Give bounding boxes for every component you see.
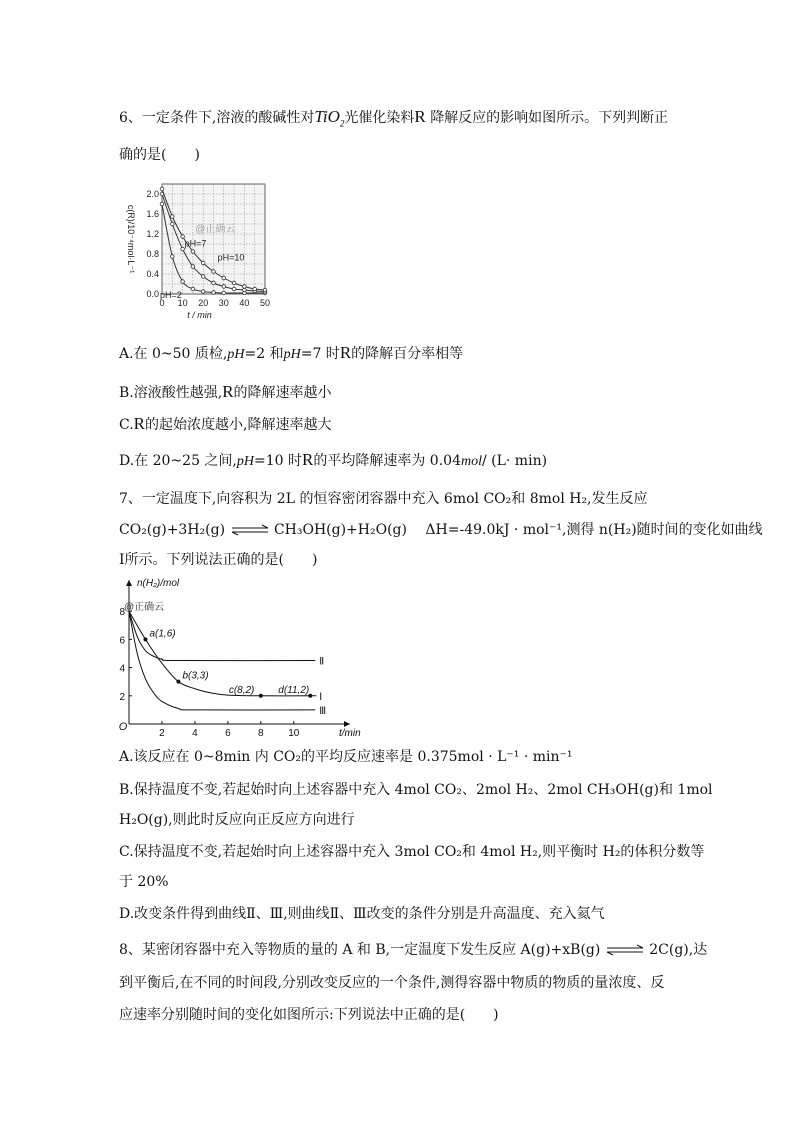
chart1-y-tick-label: 0.0 — [146, 289, 159, 299]
chart1-data-point — [212, 270, 216, 274]
q6-option-a[interactable]: A.在 0~50 质检,pH=2 和pH=7 时R的降解百分率相等 — [119, 343, 464, 362]
chart1-data-point — [222, 285, 226, 289]
chart1-data-point — [201, 261, 205, 265]
q6-stem-line1 — [119, 108, 668, 132]
q6-stem-line2: 确的是( ) — [119, 147, 200, 163]
chart2-watermark: @正确云 — [124, 602, 165, 613]
q6-option-b[interactable]: B.溶液酸性越强,R的降解速率越小 — [119, 382, 332, 401]
chart1-y-axis-label: c(R)/10⁻⁴mol·L⁻¹ — [126, 204, 136, 274]
equilibrium-arrow-icon — [230, 524, 270, 536]
chart1-data-point — [191, 250, 195, 254]
chart1-data-point — [191, 265, 195, 269]
chart2-y-tick-label: 8 — [119, 607, 125, 619]
chart1-series-label: pH=7 — [184, 238, 207, 249]
chart1-data-point — [232, 281, 236, 285]
q6-stem-part: 降解反应的影响如图所示。下列判断正 — [430, 110, 669, 126]
chart1-data-point — [181, 280, 185, 284]
chart2-point-label: b(3,3) — [182, 670, 209, 682]
chart1-y-tick-label: 1.2 — [146, 229, 159, 239]
chart2-point-label: c(8,2) — [228, 684, 255, 696]
chart1-data-point — [222, 291, 226, 295]
q6-symbol-r: R — [414, 107, 426, 126]
chart2-x-tick-label: 6 — [225, 728, 231, 736]
q8-stem-line3: 应速率分别随时间的变化如图所示:下列说法中正确的是( ) — [119, 1007, 499, 1023]
chart2-y-axis-arrow — [126, 580, 132, 586]
chart2-series-line — [129, 611, 316, 696]
chart2-x-axis-arrow — [344, 721, 350, 727]
chart1-data-point — [201, 275, 205, 279]
chart2-y-tick-label: 6 — [119, 635, 125, 647]
q7-option-c-line2[interactable]: 于 20% — [119, 874, 169, 890]
chart2-x-tick-label: 4 — [192, 728, 198, 736]
chart1-data-point — [191, 287, 195, 291]
q6-stem-part: 6、一定条件下,溶液的酸碱性对 — [119, 110, 315, 126]
chart1-series-label: pH=2 — [160, 290, 182, 300]
chart2-point-label: d(11,2) — [278, 684, 310, 696]
q7-stem-line1: 7、一定温度下,向容积为 2L 的恒容密闭容器中充入 6mol CO₂和 8mol H₂,发生反应 — [119, 491, 648, 507]
chart1-y-tick-label: 1.6 — [146, 209, 159, 219]
chart1-y-tick-label: 2.0 — [146, 189, 159, 199]
chart1-data-point — [171, 255, 175, 259]
chart2-y-axis-label: n(H₂)/mol — [137, 578, 180, 589]
q7-option-b-line2[interactable]: H₂O(g),则此时反应向正反应方向进行 — [119, 812, 355, 828]
q7-option-b-line1[interactable]: B.保持温度不变,若起始时向上述容器中充入 4mol CO₂、2mol H₂、2mol CH₃OH(g)和 1mol — [119, 782, 713, 798]
chart2-origin-label: O — [118, 721, 128, 733]
chart1-data-point — [212, 291, 216, 295]
chart1-data-point — [243, 288, 247, 292]
chart1-series-label: pH=10 — [217, 252, 245, 263]
chart2-series-label: Ⅱ — [319, 656, 325, 668]
q7-stem-line3: Ⅰ所示。下列说法正确的是( ) — [119, 552, 318, 568]
chart1-data-point — [263, 288, 267, 292]
chart1-data-point — [253, 287, 257, 291]
chart1-x-tick-label: 50 — [259, 298, 271, 308]
q6-option-c[interactable]: C.R的起始浓度越小,降解速率越大 — [119, 414, 332, 433]
chart1-data-point — [212, 281, 216, 285]
chart2-y-tick-label: 4 — [119, 663, 125, 675]
q6-chart — [120, 176, 280, 326]
chart2-y-tick-label: 2 — [119, 691, 125, 703]
chart2-series-label: Ⅲ — [319, 705, 327, 717]
chart1-data-point — [243, 285, 247, 289]
q7-option-d[interactable]: D.改变条件得到曲线Ⅱ、Ⅲ,则曲线Ⅱ、Ⅲ改变的条件分别是升高温度、充入氦气 — [119, 906, 605, 922]
q6-option-d[interactable]: D.在 20~25 之间,pH=10 时R的平均降解速率为 0.04mol/ (L· min) — [119, 450, 548, 469]
chart2-x-tick-label: 10 — [288, 728, 300, 736]
chart1-y-tick-label: 0.4 — [146, 269, 159, 279]
chart2-data-point — [176, 680, 180, 684]
q7-option-a[interactable]: A.该反应在 0~8min 内 CO₂的平均反应速率是 0.375mol · L⁻¹ · min⁻¹ — [119, 749, 573, 765]
chart2-data-point — [143, 637, 147, 641]
equilibrium-arrow-icon — [605, 944, 645, 956]
chart2-x-axis-label: t/min — [339, 728, 361, 736]
chart1-x-tick-label: 30 — [218, 298, 229, 308]
q6-tio2: TiO$_2$ — [314, 107, 345, 129]
chart2-point-label: a(1,6) — [149, 628, 176, 640]
q7-stem-line2: CO₂(g)+3H₂(g) CH₃OH(g)+H₂O(g) ΔH=-49.0kJ · mol⁻¹,测得 n(H₂)随时间的变化如曲线 — [119, 522, 763, 538]
q7-option-c-line1[interactable]: C.保持温度不变,若起始时向上述容器中充入 3mol CO₂和 4mol H₂,则平衡时 H₂的体积分数等 — [119, 844, 705, 860]
chart1-x-tick-label: 0 — [159, 298, 165, 308]
chart1-x-axis-label: t / min — [187, 310, 212, 320]
chart2-series-label: Ⅰ — [319, 691, 323, 703]
q8-stem-line2: 到平衡后,在不同的时间段,分别改变反应的一个条件,测得容器中物质的物质的量浓度、反 — [119, 975, 665, 991]
chart1-data-point — [222, 276, 226, 280]
chart1-x-tick-label: 10 — [177, 298, 188, 308]
chart2-x-tick-label: 8 — [258, 728, 264, 736]
chart1-watermark: @正确云 — [195, 224, 236, 235]
chart1-data-point — [171, 215, 175, 219]
chart1-data-point — [160, 187, 164, 191]
q8-stem-line1: 8、某密闭容器中充入等物质的量的 A 和 B,一定温度下发生反应 A(g)+xB(g) 2C(g),达 — [119, 942, 708, 958]
q6-stem-part: 光催化染料 — [344, 110, 415, 126]
q7-chart — [115, 576, 365, 736]
q6-chart-svg — [120, 176, 280, 326]
chart1-data-point — [160, 202, 164, 206]
chart1-x-tick-label: 40 — [239, 298, 250, 308]
q7-chart-svg — [115, 576, 365, 736]
chart1-x-tick-label: 20 — [198, 298, 209, 308]
chart1-y-tick-label: 0.8 — [146, 249, 159, 259]
chart2-x-tick-label: 2 — [159, 728, 165, 736]
chart1-data-point — [201, 290, 205, 294]
chart1-data-point — [232, 287, 236, 291]
chart2-data-point — [259, 694, 263, 698]
chart1-data-point — [171, 222, 175, 226]
